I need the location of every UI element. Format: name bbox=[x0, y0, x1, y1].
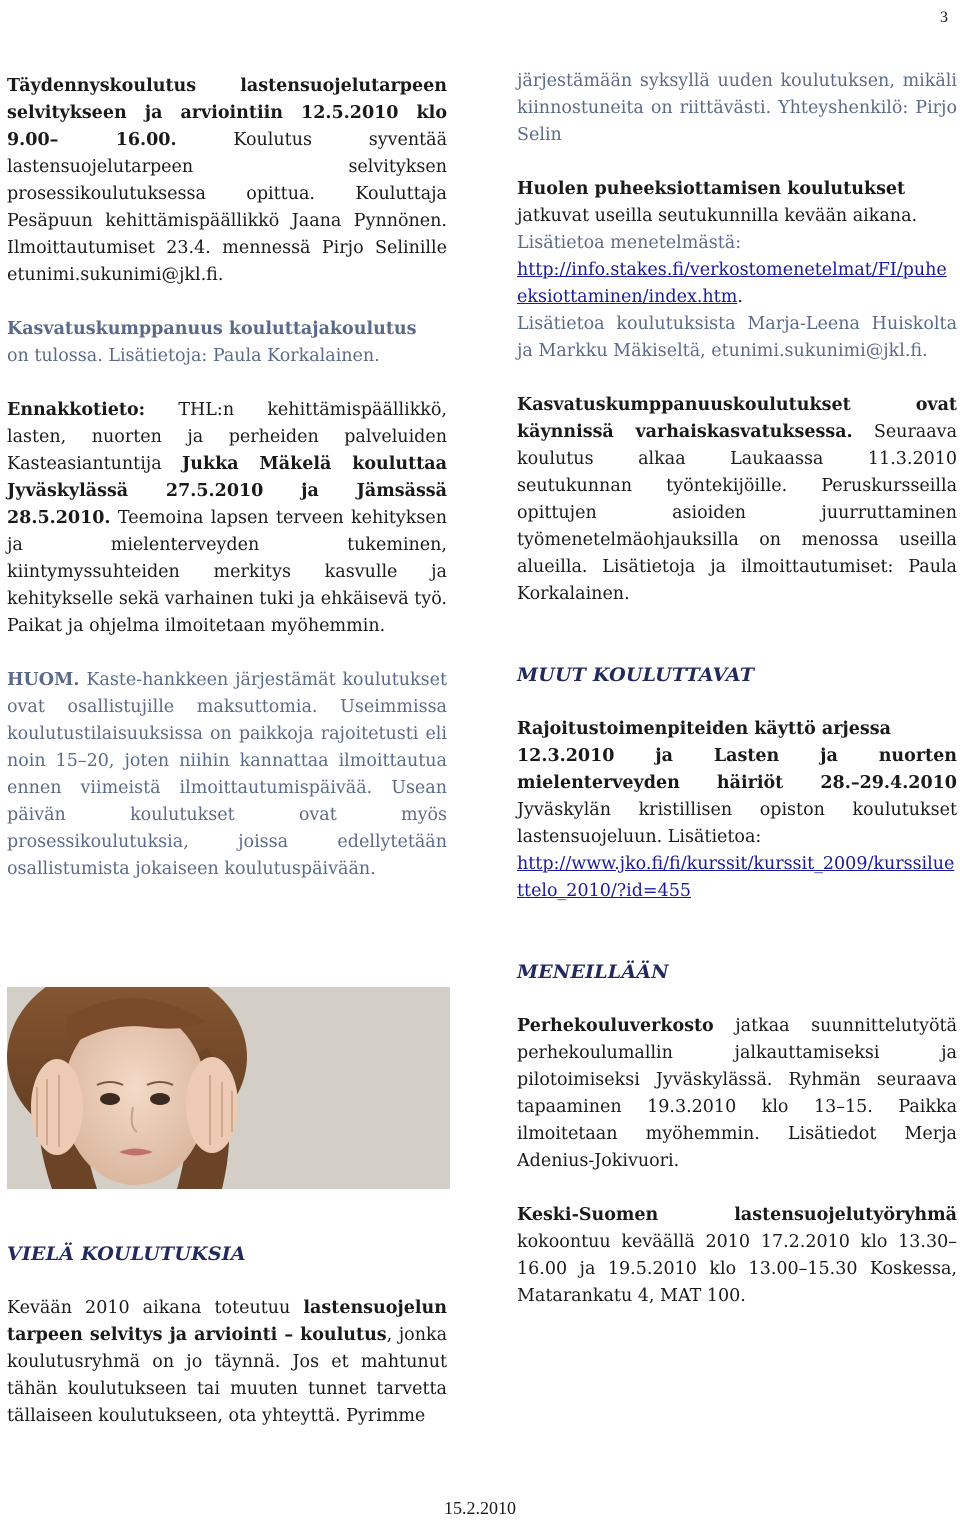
working-group-paragraph bbox=[517, 1202, 957, 1310]
restriction-training-bold: 12.3.2010 ja Lasten ja nuorten mielenterveyden häiriöt 28.–29.4.2010 bbox=[517, 746, 957, 793]
left-column bbox=[7, 73, 447, 883]
child-photo-illustration bbox=[7, 987, 450, 1189]
family-school-paragraph bbox=[517, 1013, 957, 1175]
partnership-trainings-text: Seuraava koulutus alkaa Laukaassa 11.3.2010 seutukunnan työntekijöille. Peruskursseilla opittujen asioiden juurruttaminen työmenetelmäohjauksilla on menossa useilla alueilla. Lisätietoja ja ilmoittautumiset: Paula Korkalainen. bbox=[517, 422, 957, 604]
family-school-bold: Perhekouluverkosto bbox=[517, 1016, 714, 1036]
note-text: Kaste-hankkeen järjestämät koulutukset ovat osallistujille maksuttomia. Useimmissa koulutustilaisuuksissa on paikkoja rajoitetusti eli noin 15–20, joten niihin kannattaa ilmoittautua ennen viimeistä ilmoittautumispäivää. Usean päivän koulutukset ovat myös prosessikoulutuksia, joissa edellytetään osallistumista jokaiseen koulutuspäivään. bbox=[7, 670, 447, 879]
jko-courses-link[interactable]: http://www.jko.fi/fi/kurssit/kurssit_2009/kurssiluettelo_2010/?id=455 bbox=[517, 854, 955, 901]
note-paragraph bbox=[7, 667, 447, 883]
concern-training-text: jatkuvat useilla seutukunnilla kevään aikana. bbox=[517, 206, 918, 226]
method-info-link[interactable]: http://info.stakes.fi/verkostomenetelmat/FI/puheeksiottaminen/index.htm bbox=[517, 260, 947, 307]
partnership-trainer-paragraph bbox=[7, 316, 447, 370]
concern-training-heading: Huolen puheeksiottamisen koulutukset bbox=[517, 179, 906, 199]
note-label: HUOM. bbox=[7, 670, 80, 690]
method-info-link-end: . bbox=[737, 287, 743, 307]
training-details: Koulutus syventää lastensuojelutarpeen selvityksen prosessikoulutuksessa opittua. Kouluttaja Pesäpuun kehittämispäällikkö Jaana Pynnönen. Ilmoittautumiset 23.4. mennessä Pirjo Selinille etunimi.sukunimi@jkl.fi. bbox=[7, 130, 448, 285]
other-trainers-heading: MUUT KOULUTTAVAT bbox=[517, 664, 755, 686]
advance-notice-text-1: THL:n kehittämispäällikkö, lasten, nuorten ja perheiden palveluiden Kasteasiantuntija bbox=[7, 400, 447, 474]
more-trainings-bold: lastensuojelun tarpeen selvitys ja arviointi – koulutus bbox=[7, 1298, 447, 1345]
training-announcement bbox=[7, 73, 447, 289]
partnership-trainings-paragraph bbox=[517, 392, 957, 608]
continuation-paragraph: järjestämään syksyllä uuden koulutuksen, mikäli kiinnostuneita on riittävästi. Yhteyshenkilö: Pirjo Selin bbox=[517, 71, 957, 145]
restriction-training-text: Jyväskylän kristillisen opiston koulutukset lastensuojeluun. Lisätietoa: bbox=[517, 800, 957, 847]
family-school-text: jatkaa suunnittelutyötä perhekoulumallin jalkauttamiseksi ja pilotoimiseksi Jyväskylässä. Ryhmän seuraava tapaaminen 19.3.2010 klo 13–15. Paikka ilmoitetaan myöhemmin. Lisätiedot Merja Adenius-Jokivuori. bbox=[517, 1016, 957, 1171]
advance-notice-label: Ennakkotieto: bbox=[7, 400, 146, 420]
right-column bbox=[517, 68, 957, 1310]
restriction-training-heading: Rajoitustoimenpiteiden käyttö arjessa bbox=[517, 719, 891, 739]
partnership-trainings-bold: Kasvatuskumppanuuskoulutukset ovat käynnissä varhaiskasvatuksessa. bbox=[517, 395, 957, 442]
partnership-trainer-text: on tulossa. Lisätietoja: Paula Korkalainen. bbox=[7, 346, 380, 366]
ongoing-heading: MENEILLÄÄN bbox=[517, 961, 669, 983]
more-trainings-text-1: Kevään 2010 aikana toteutuu bbox=[7, 1298, 304, 1318]
advance-notice-text-2: Teemoina lapsen terveen kehityksen ja mielenterveyden tukeminen, kiintymyssuhteiden merkitys kasvulle ja kehitykselle sekä varhainen tuki ja ehkäisevä työ. Paikat ja ohjelma ilmoitetaan myöhemmin. bbox=[7, 508, 447, 636]
page-number: 3 bbox=[940, 9, 948, 26]
restriction-training-paragraph bbox=[517, 716, 957, 905]
more-trainings-heading: VIELÄ KOULUTUKSIA bbox=[7, 1243, 246, 1265]
working-group-bold: Keski-Suomen lastensuojelutyöryhmä bbox=[517, 1205, 957, 1225]
child-covering-ears-photo bbox=[7, 987, 450, 1189]
partnership-trainer-heading: Kasvatuskumppanuus kouluttajakoulutus bbox=[7, 319, 417, 339]
footer-date: 15.2.2010 bbox=[444, 1498, 516, 1518]
advance-notice-bold: Jukka Mäkelä kouluttaa Jyväskylässä 27.5.2010 ja Jämsässä 28.5.2010. bbox=[7, 454, 447, 528]
method-info-label: Lisätietoa menetelmästä: bbox=[517, 233, 742, 253]
more-trainings-text-2: , jonka koulutusryhmä on jo täynnä. Jos et mahtunut tähän koulutukseen tai muuten tunnet tarvetta tällaiseen koulutukseen, ota yhteyttä. Pyrimme bbox=[7, 1325, 447, 1426]
training-title: Täydennyskoulutus lastensuojelutarpeen selvitykseen ja arviointiin 12.5.2010 klo 9.00– 16.00. bbox=[7, 76, 447, 150]
concern-training-paragraph bbox=[517, 176, 957, 365]
left-lower-column bbox=[7, 1241, 447, 1430]
advance-notice-paragraph bbox=[7, 397, 447, 640]
more-trainings-paragraph bbox=[7, 1295, 447, 1430]
training-contacts-text: Lisätietoa koulutuksista Marja-Leena Huiskolta ja Markku Mäkiseltä, etunimi.sukunimi@jkl.fi. bbox=[517, 314, 957, 361]
working-group-text: kokoontuu keväällä 2010 17.2.2010 klo 13.30–16.00 ja 19.5.2010 klo 13.00–15.30 Koskessa, Matarankatu 4, MAT 100. bbox=[517, 1232, 957, 1306]
